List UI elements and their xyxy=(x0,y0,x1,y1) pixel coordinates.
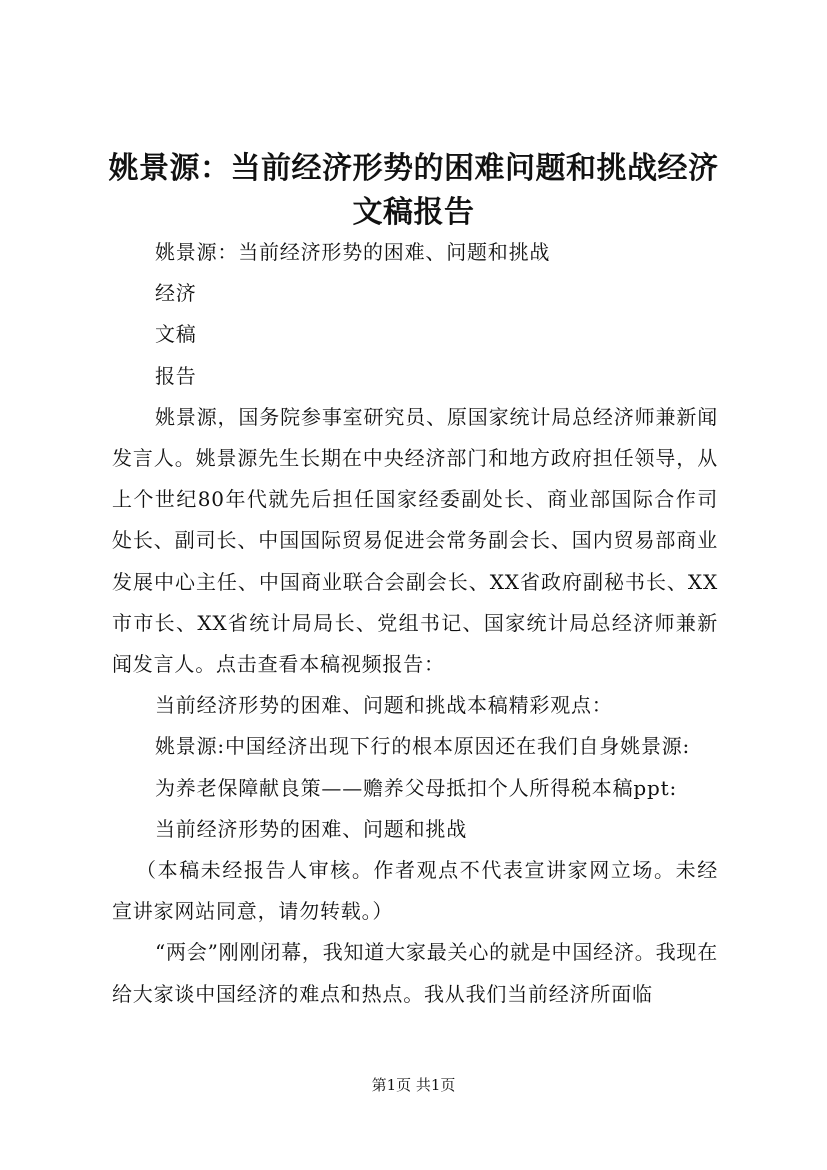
category-line: 报告 xyxy=(155,363,197,388)
link-line: 姚景源:中国经济出现下行的根本原因还在我们自身姚景源: xyxy=(155,734,691,759)
subtitle-line: 姚景源：当前经济形势的困难、问题和挑战 xyxy=(155,240,551,264)
document-body xyxy=(112,232,718,1015)
main-paragraph: “两会”刚刚闭幕，我知道大家最关心的就是中国经济。我现在给大家谈中国经济的难点和热点。我从我们当前经济所面临 xyxy=(112,940,718,1006)
link-line: 为养老保障献良策——赡养父母抵扣个人所得税本稿ppt: xyxy=(155,775,677,800)
bio-paragraph: 姚景源，国务院参事室研究员、原国家统计局总经济师兼新闻发言人。姚景源先生长期在中央经济部门和地方政府担任领导，从上个世纪80年代就先后担任国家经委副处长、商业部国际合作司处长、副司长、中国国际贸易促进会常务副会长、国内贸易部商业发展中心主任、中国商业联合会副会长、XX省政府副秘书长、XX市市长、XX省统计局局长、党组书记、国家统计局总经济师兼新闻发言人。点击查看本稿视频报告： xyxy=(112,404,718,677)
disclaimer-paragraph: （本稿未经报告人审核。作者观点不代表宣讲家网立场。未经宣讲家网站同意，请勿转载。） xyxy=(112,858,718,924)
category-line: 经济 xyxy=(155,281,197,306)
category-line: 文稿 xyxy=(155,322,197,347)
title-line-1: 姚景源：当前经济形势的困难问题和挑战经济 xyxy=(108,151,719,186)
page-footer: 第1页 共1页 xyxy=(371,1076,456,1094)
title-line-2: 文稿报告 xyxy=(352,195,475,230)
link-line: 当前经济形势的困难、问题和挑战 xyxy=(155,816,467,841)
document-title xyxy=(100,147,727,235)
highlight-line: 当前经济形势的困难、问题和挑战本稿精彩观点： xyxy=(155,693,613,718)
